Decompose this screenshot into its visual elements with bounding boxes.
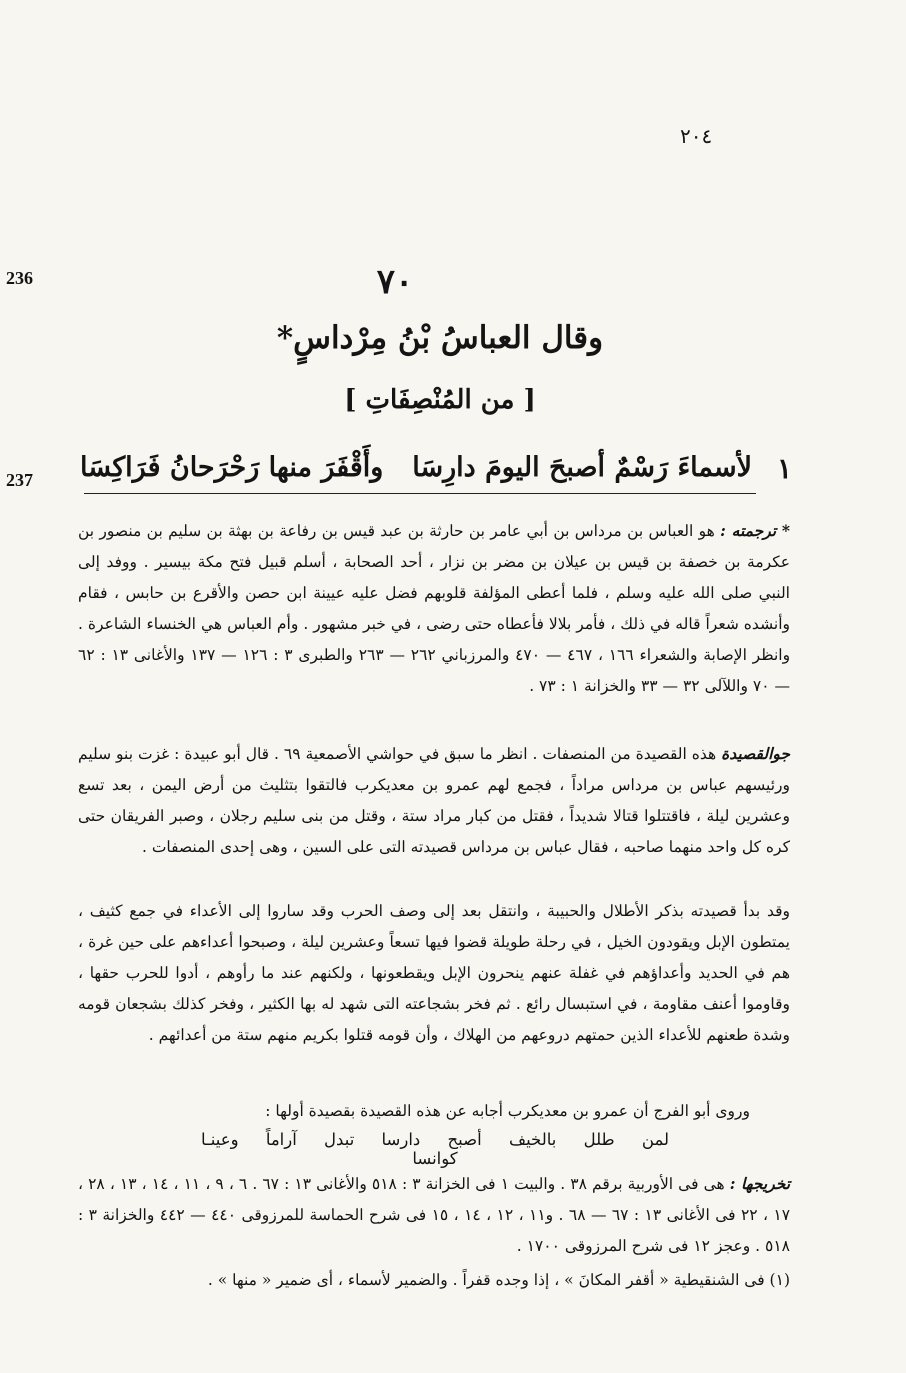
margin-number-top: 236: [6, 268, 33, 288]
first-hemistich: لأسماءَ رَسْمٌ أصبحَ اليومَ دارِسَا: [412, 452, 752, 483]
footnote: [78, 1265, 790, 1296]
verse-number: ١: [776, 452, 792, 485]
verse-rule: [84, 493, 756, 494]
occasion-lead: جوالقصيدة: [721, 744, 790, 763]
biography-lead: * ترجمته :: [720, 521, 790, 540]
margin-number-verse: 237: [6, 470, 33, 490]
takhrij-lead: تخريجها :: [729, 1174, 791, 1193]
summary-text: وقد بدأ قصيدته بذكر الأطلال والحبيبة ، وانتقل بعد إلى وصف الحرب وقد ساروا إلى الأعداء في جمع كثيف ، يمتطون الإبل ويقودون الخيل ، في رحلة طويلة قضوا فيها تسعاً وعشرين ليلة ، وصبحوا أعداءهم على حين غرة ، هم في الحديد وأعداؤهم في غفلة عنهم ينحرون الإبل ويقطعونها ، ولكنهم عند ما رأوهم ، أدوا للحرب حقها ، وقاوموا أعنف مقاومة ، في استبسال رائع . ثم فخر بشجاعته التى شهد له بها الكثير ، وفخر كذلك بشجعان قومه وشدة طعنهم للأعداء الذين حمتهم دروعهم من الهلاك ، وأن قومه قتلوا بكريم منهم ستة من أعدائهم .: [78, 902, 790, 1044]
poem-number: ٧٠: [376, 262, 414, 302]
response-intro: [78, 1096, 790, 1127]
takhrij-note: [78, 1168, 790, 1262]
biography-note: [78, 515, 790, 702]
second-hemistich: وأَقْفَرَ منها رَحْرَحانُ فَرَاكِسَا: [80, 452, 384, 483]
poem-meter: [ من المُنْصِفَاتِ ]: [344, 385, 536, 415]
arabic-page-number: ٢٠٤: [680, 124, 713, 148]
biography-text: هو العباس بن مرداس بن أبي عامر بن حارثة بن عبد قيس بن رفاعة بن بهثة بن سليم بن منصور بن عكرمة بن خصفة بن قيس بن عيلان بن مضر بن نزار ، أحد الصحابة ، أسلم قبيل فتح مكة بيسير . ووفد إلى النبي صلى الله عليه وسلم ، فلما أعطى المؤلفة قلوبهم فضل عليه عيينة ابن حصن والأقرع بن حابس ، فقام وأنشده شعراً قاله في ذلك ، فأمر بلالا فأعطاه حتى رضى ، في خبر مشهور . وأم العباس هي الخنساء الشاعرة . وانظر الإصابة والشعراء ١٦٦ ، ٤٦٧ — ٤٧٠ والمرزباني ٢٦٢ — ٢٦٣ والطبرى ٣ : ١٢٦ — ١٣٧ والأغانى ١٣ : ٦٢ — ٧٠ واللآلى ٣٢ — ٣٣ والخزانة ١ : ٧٣ .: [78, 522, 791, 695]
poem-title: وقال العباسُ بْنُ مِرْداسٍ*: [276, 320, 604, 356]
occasion-note: [78, 738, 790, 863]
footnote-text: (١) فى الشنقيطية « أقفر المكانَ » ، إذا وجده قفراً . والضمير لأسماء ، أى ضمير « منها » .: [207, 1271, 790, 1289]
occasion-text: هذه القصيدة من المنصفات . انظر ما سبق في حواشي الأصمعية ٦٩ . قال أبو عبيدة : غزت بنو سليم ورئيسهم عباس بن مرداس مراداً ، فجمع لهم عمرو بن معديكرب فالتقوا بتثليث من أرض اليمن ، بعد تسع وعشرين ليلة ، فاقتتلوا قتالا شديداً ، فقتل من كبار مراد ستة ، وقتل من بنى سليم رجلان ، وصبر الفريقان حتى كره كل واحد منهما صاحبه ، فقال عباس بن مرداس قصيدته التى على السين ، وهى إحدى المنصفات .: [78, 745, 790, 856]
summary-note: [78, 896, 790, 1051]
response-verse: لمن طلل بالخيف أصبح دارسا تبدل آراماً وعينـا كوانسا: [200, 1130, 670, 1168]
verse-line: [80, 452, 792, 492]
takhrij-text: هى فى الأوربية برقم ٣٨ . والبيت ١ فى الخزانة ٣ : ٥١٨ والأغانى ١٣ : ٦٧ . ٦ ، ٩ ، ١١ ، ١٤ ، ١٣ ، ٢٨ ، ١٧ ، ٢٢ فى الأغانى ١٣ : ٦٧ — ٦٨ . و١١ ، ١٢ ، ١٤ ، ١٥ فى شرح الحماسة للمرزوقى ٤٤٠ — ٤٤٢ والخزانة ٣ : ٥١٨ . وعجز ١٢ فى شرح المرزوقى ١٧٠٠ .: [78, 1175, 791, 1255]
response-intro-text: وروى أبو الفرج أن عمرو بن معديكرب أجابه عن هذه القصيدة بقصيدة أولها :: [265, 1102, 750, 1120]
